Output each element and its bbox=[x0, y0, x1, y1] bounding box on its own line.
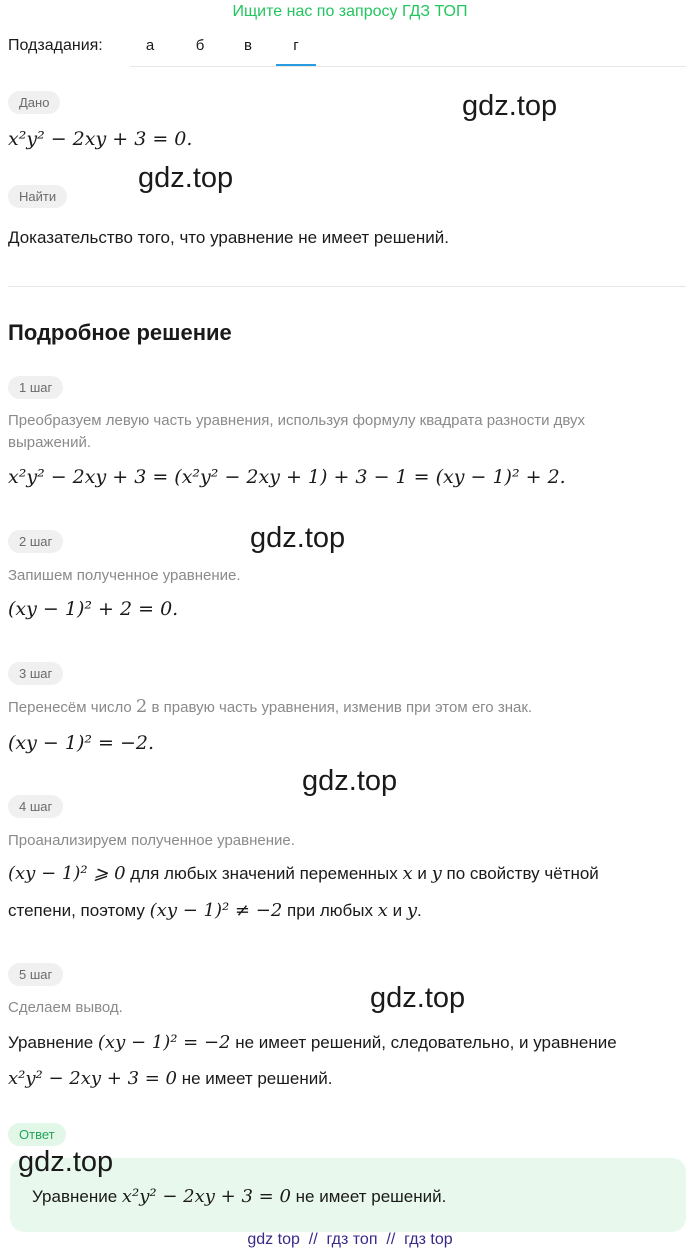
step-5-chip bbox=[8, 963, 63, 986]
step-3-hint-text-2: в правую часть уравнения, изменив при этом его знак. bbox=[147, 699, 533, 716]
subtask-tabs bbox=[130, 30, 686, 67]
step-4-line-1-math-1: (xy − 1)² ⩾ 0 bbox=[8, 863, 126, 884]
tab-v[interactable]: в bbox=[244, 37, 252, 54]
watermark: gdz.top bbox=[370, 982, 466, 1014]
step-3-chip bbox=[8, 662, 63, 685]
step-3-equation: (xy − 1)² = −2. bbox=[8, 732, 155, 754]
given-chip bbox=[8, 91, 60, 114]
footer-links: gdz top // гдз топ // гдз top bbox=[247, 1231, 453, 1248]
step-4-line-2-text-4: . bbox=[417, 901, 422, 920]
step-4-line-2-math-3: y bbox=[406, 900, 418, 921]
step-4-line-1 bbox=[8, 863, 599, 884]
step-5-line-1-math-1: (xy − 1)² = −2 bbox=[97, 1032, 231, 1053]
step-4-line-2-text-3: и bbox=[387, 901, 407, 920]
step-4-chip-label: 4 шаг bbox=[8, 795, 63, 818]
step-1-equation: x²y² − 2xy + 3 = (x²y² − 2xy + 1) + 3 − 1 = (xy − 1)² + 2. bbox=[8, 466, 566, 488]
find-chip-label: Найти bbox=[8, 185, 67, 208]
step-4-line-2-math-2: x bbox=[377, 900, 388, 921]
answer-chip-label: Ответ bbox=[8, 1123, 66, 1146]
step-4-line-1-math-2: x bbox=[402, 863, 413, 884]
step-1-hint: Преобразуем левую часть уравнения, используя формулу квадрата разности двух выражений. bbox=[8, 412, 586, 451]
step-5-line-2-text-1: не имеет решений. bbox=[177, 1069, 333, 1088]
watermark: gdz.top bbox=[462, 90, 558, 122]
given-chip-label: Дано bbox=[8, 91, 60, 114]
watermark: gdz.top bbox=[302, 765, 398, 797]
step-4-line-2-text-2: при любых bbox=[282, 901, 378, 920]
answer-chip bbox=[8, 1123, 66, 1146]
answer-math: x²y² − 2xy + 3 = 0 bbox=[121, 1186, 291, 1207]
step-2-hint: Запишем полученное уравнение. bbox=[8, 567, 241, 584]
solution-title: Подробное решение bbox=[8, 320, 232, 345]
tab-g[interactable]: г bbox=[276, 30, 316, 66]
step-4-line-2-math-1: (xy − 1)² ≠ −2 bbox=[149, 900, 283, 921]
step-4-chip bbox=[8, 795, 63, 818]
step-5-chip-label: 5 шаг bbox=[8, 963, 63, 986]
step-4-line-2 bbox=[8, 900, 422, 921]
step-4-line-1-text-1: для любых значений переменных bbox=[125, 864, 403, 883]
step-5-line-1 bbox=[8, 1032, 617, 1053]
step-2-equation: (xy − 1)² + 2 = 0. bbox=[8, 598, 179, 620]
promo-banner: Ищите нас по запросу ГДЗ ТОП bbox=[232, 3, 468, 20]
tab-b[interactable]: б bbox=[195, 37, 205, 54]
watermark: gdz.top bbox=[18, 1146, 114, 1178]
answer-text-1: Уравнение bbox=[32, 1187, 122, 1206]
step-1-chip bbox=[8, 376, 63, 399]
watermark: gdz.top bbox=[250, 522, 346, 554]
step-1-chip-label: 1 шаг bbox=[8, 376, 63, 399]
tab-a[interactable]: а bbox=[145, 37, 155, 54]
step-3-hint-text-1: Перенесём число bbox=[8, 699, 136, 716]
step-3-chip-label: 3 шаг bbox=[8, 662, 63, 685]
subtasks-label: Подзадания: bbox=[8, 37, 103, 54]
step-5-line-1-text-1: Уравнение bbox=[8, 1033, 98, 1052]
watermark: gdz.top bbox=[138, 162, 234, 194]
given-equation: x²y² − 2xy + 3 = 0. bbox=[8, 128, 193, 150]
step-5-line-1-text-2: не имеет решений, следовательно, и уравнение bbox=[230, 1033, 617, 1052]
answer-text-2: не имеет решений. bbox=[290, 1187, 447, 1206]
step-4-line-1-text-2: и bbox=[412, 864, 432, 883]
step-5-hint: Сделаем вывод. bbox=[8, 999, 123, 1016]
step-5-line-2-math-1: x²y² − 2xy + 3 = 0 bbox=[8, 1068, 178, 1089]
find-chip bbox=[8, 185, 67, 208]
section-divider bbox=[8, 286, 686, 287]
step-4-line-2-text-1: степени, поэтому bbox=[8, 901, 150, 920]
step-3-hint bbox=[8, 696, 532, 719]
step-2-chip-label: 2 шаг bbox=[8, 530, 63, 553]
step-4-line-1-text-3: по свойству чётной bbox=[441, 864, 599, 883]
step-4-line-1-math-3: y bbox=[431, 863, 442, 884]
step-5-line-2 bbox=[8, 1068, 332, 1089]
step-3-hint-math: 2 bbox=[135, 696, 148, 717]
step-2-chip bbox=[8, 530, 63, 553]
step-4-hint: Проанализируем полученное уравнение. bbox=[8, 832, 295, 849]
answer-text bbox=[32, 1186, 446, 1207]
find-text: Доказательство того, что уравнение не имеет решений. bbox=[8, 228, 449, 247]
